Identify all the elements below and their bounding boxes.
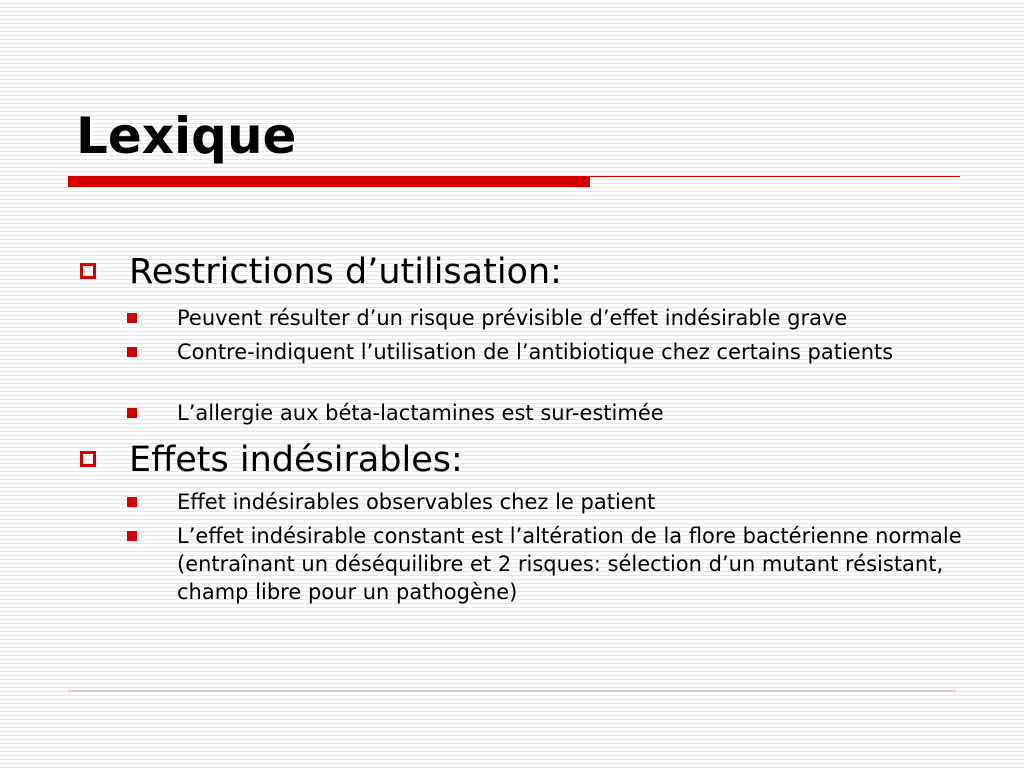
filled-square-bullet-icon <box>127 497 137 507</box>
section-heading-text: Effets indésirables: <box>129 440 463 480</box>
filled-square-bullet-icon <box>127 347 137 357</box>
hollow-square-bullet-icon <box>80 263 96 279</box>
footer-divider <box>68 690 956 692</box>
filled-square-bullet-icon <box>127 531 137 541</box>
filled-square-bullet-icon <box>127 408 137 418</box>
section-heading-text: Restrictions d’utilisation: <box>129 252 562 292</box>
bullet-text: Effet indésirables observables chez le patient <box>177 490 656 514</box>
bullet-text: Peuvent résulter d’un risque prévisible d’effet indésirable grave <box>177 306 848 330</box>
title-underline-thin <box>590 176 960 177</box>
filled-square-bullet-icon <box>127 313 137 323</box>
bullet-text: L’effet indésirable constant est l’altération de la flore bactérienne normale (entraînant un déséquilibre et 2 risques: sélection d’un mutant résistant, champ libre pour un pathogène) <box>177 524 962 604</box>
slide-title: Lexique <box>76 107 297 165</box>
title-underline-thick <box>68 176 590 187</box>
bullet-text: L’allergie aux béta-lactamines est sur-estimée <box>177 401 664 425</box>
bullet-text: Contre-indiquent l’utilisation de l’antibiotique chez certains patients <box>177 340 894 364</box>
hollow-square-bullet-icon <box>80 451 96 467</box>
